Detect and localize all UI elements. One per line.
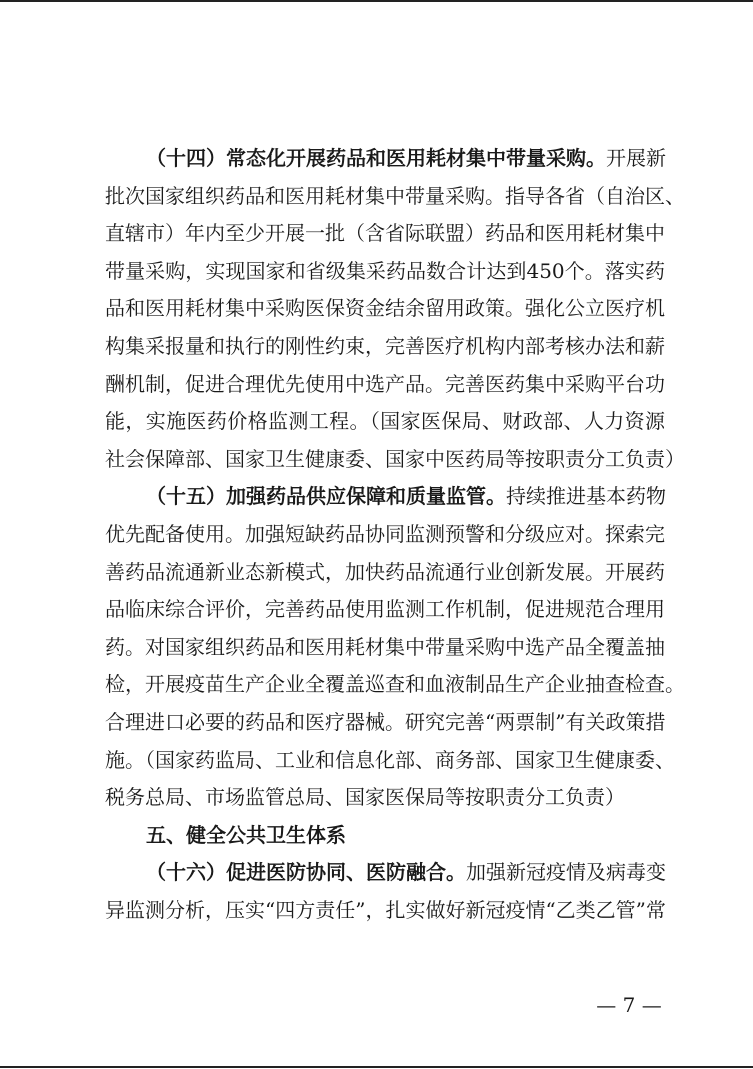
paragraph-15-line-4: 品临床综合评价，完善药品使用监测工作机制，促进规范合理用 [105, 597, 665, 622]
paragraph-15-line-1 [105, 478, 665, 516]
paragraph-14-line-1 [105, 140, 665, 178]
paragraph-15-line-5: 药。对国家组织药品和医用耗材集中带量采购中选产品全覆盖抽 [105, 634, 665, 659]
paragraph-14-line-7: 酬机制，促进合理优先使用中选产品。完善医药集中采购平台功 [105, 371, 665, 396]
paragraph-14-lead: （十四）常态化开展药品和医用耗材集中带量采购。 [146, 146, 606, 170]
paragraph-14-line-4: 带量采购，实现国家和省级集采药品数合计达到450个。落实药 [105, 258, 665, 283]
paragraph-15-line-2: 优先配备使用。加强短缺药品协同监测预警和分级应对。探索完 [105, 521, 665, 546]
paragraph-14-text: 开展新 [606, 146, 666, 170]
paragraph-15-line-9: 税务总局、市场监管总局、国家医保局等按职责分工负责） [105, 785, 625, 810]
paragraph-15-lead: （十五）加强药品供应保障和质量监管。 [146, 484, 506, 509]
paragraph-16-line-2: 异监测分析，压实“四方责任”，扎实做好新冠疫情“乙类乙管”常 [105, 897, 666, 922]
paragraph-16-lead: （十六）促进医防协同、医防融合。 [146, 860, 466, 885]
paragraph-14-line-9: 社会保障部、国家卫生健康委、国家中医药局等按职责分工负责） [105, 446, 685, 471]
paragraph-16-line-1 [105, 854, 665, 892]
section-5-heading: 五、健全公共卫生体系 [146, 822, 346, 847]
paragraph-14-line-2: 批次国家组织药品和医用耗材集中带量采购。指导各省（自治区、 [105, 183, 685, 208]
page-number: — 7 — [596, 993, 662, 1017]
paragraph-14-line-6: 构集采报量和执行的刚性约束，完善医疗机构内部考核办法和薪 [105, 333, 665, 358]
paragraph-15-line-8: 施。（国家药监局、工业和信息化部、商务部、国家卫生健康委、 [105, 747, 675, 772]
paragraph-15-line-7: 合理进口必要的药品和医疗器械。研究完善“两票制”有关政策措 [105, 709, 666, 734]
page-top-border [0, 0, 753, 2]
paragraph-16-text: 加强新冠疫情及病毒变 [466, 860, 666, 885]
paragraph-15-line-6: 检，开展疫苗生产企业全覆盖巡查和血液制品生产企业抽查检查。 [105, 672, 685, 697]
document-body [105, 140, 685, 929]
page-bottom-border [0, 1066, 753, 1068]
paragraph-15-text: 持续推进基本药物 [506, 484, 666, 509]
paragraph-14-line-5: 品和医用耗材集中采购医保资金结余留用政策。强化公立医疗机 [105, 296, 665, 321]
paragraph-14-line-3: 直辖市）年内至少开展一批（含省际联盟）药品和医用耗材集中 [105, 221, 665, 246]
paragraph-14-line-8: 能，实施医药价格监测工程。（国家医保局、财政部、人力资源 [105, 409, 665, 434]
paragraph-15-line-3: 善药品流通新业态新模式，加快药品流通行业创新发展。开展药 [105, 559, 665, 584]
